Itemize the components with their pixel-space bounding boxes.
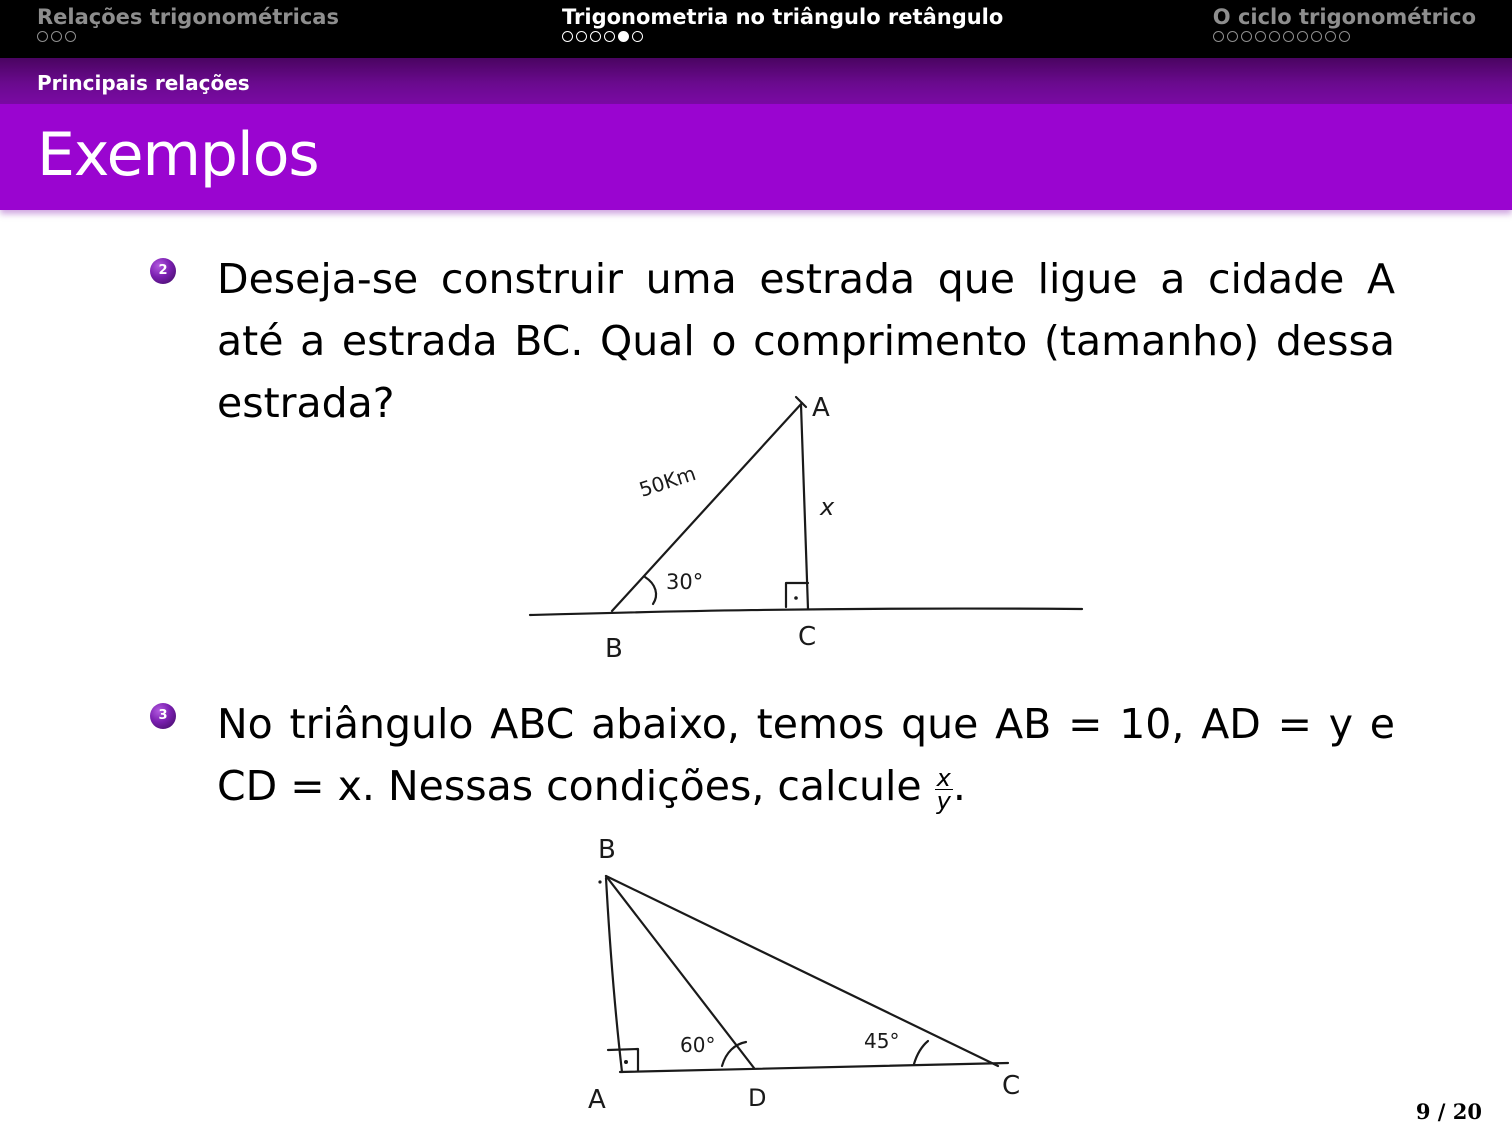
frame-dot[interactable] bbox=[1255, 31, 1266, 42]
frame-dot[interactable] bbox=[1325, 31, 1336, 42]
right-angle-dot bbox=[624, 1060, 628, 1064]
vertex-label-b: B bbox=[605, 634, 623, 664]
frame-dot[interactable] bbox=[1297, 31, 1308, 42]
figure-triangle-abcd bbox=[570, 830, 1050, 1120]
angle-arc-b bbox=[645, 577, 656, 604]
vertex-label-c: C bbox=[1002, 1071, 1021, 1101]
right-angle-dot bbox=[794, 596, 798, 600]
vertex-label-a: A bbox=[588, 1085, 606, 1115]
item-text-main: No triângulo ABC abaixo, temos que AB = 10, AD = y e CD = x. Nessas condições, calcule bbox=[217, 700, 1395, 810]
frame-dot[interactable] bbox=[1311, 31, 1322, 42]
frame-dot[interactable] bbox=[1213, 31, 1224, 42]
item-text bbox=[217, 693, 1395, 817]
angle-label-c: 45° bbox=[864, 1029, 900, 1053]
side-ab bbox=[606, 878, 622, 1072]
frame-dot[interactable] bbox=[1227, 31, 1238, 42]
subsection-title[interactable]: Principais relações bbox=[37, 71, 250, 95]
angle-arc-c bbox=[914, 1041, 928, 1064]
frame-dot[interactable] bbox=[632, 31, 643, 42]
right-angle-mark-a bbox=[608, 1049, 638, 1070]
angle-label-d: 60° bbox=[680, 1033, 716, 1057]
frame-dot[interactable] bbox=[604, 31, 615, 42]
page-number: 9 / 20 bbox=[1415, 1099, 1482, 1124]
frame-dot[interactable] bbox=[1241, 31, 1252, 42]
pencil-dot bbox=[598, 880, 601, 883]
side-bc bbox=[606, 876, 998, 1066]
nav-section-title[interactable]: Relações trigonométricas bbox=[37, 5, 339, 29]
figure-road-triangle bbox=[520, 385, 1100, 665]
vertex-label-d: D bbox=[748, 1084, 767, 1112]
frame-dot[interactable] bbox=[37, 31, 48, 42]
item-number-ball: 2 bbox=[150, 258, 176, 284]
frame-dot[interactable] bbox=[51, 31, 62, 42]
frame-dot[interactable] bbox=[1283, 31, 1294, 42]
subsection-bar bbox=[0, 58, 1512, 104]
frame-dot[interactable] bbox=[1269, 31, 1280, 42]
item-text: Deseja-se construir uma estrada que ligue a cidade A até a estrada BC. Qual o comprimento (tamanho) dessa estrada? bbox=[217, 255, 1395, 427]
right-angle-mark bbox=[786, 583, 808, 607]
side-ac bbox=[620, 1063, 1008, 1072]
frame-title: Exemplos bbox=[37, 120, 319, 190]
fraction-x-over-y bbox=[935, 763, 953, 815]
vertex-label-b: B bbox=[598, 835, 616, 865]
nav-frame-dots bbox=[1213, 31, 1476, 42]
frame-dot[interactable] bbox=[562, 31, 573, 42]
item-number-ball: 3 bbox=[150, 703, 176, 729]
vertex-label-a: A bbox=[812, 393, 830, 423]
fraction-denominator: y bbox=[936, 786, 951, 815]
hypotenuse-label: 50Km bbox=[636, 460, 699, 502]
angle-label-b: 30° bbox=[666, 570, 704, 594]
nav-frame-dots bbox=[37, 31, 339, 42]
frame-dot[interactable] bbox=[65, 31, 76, 42]
list-item bbox=[150, 693, 1395, 823]
nav-section-ciclo[interactable] bbox=[1213, 4, 1476, 42]
nav-section-title[interactable]: Trigonometria no triângulo retângulo bbox=[562, 5, 1004, 29]
hypotenuse-ab bbox=[612, 403, 802, 611]
side-ac bbox=[801, 405, 808, 609]
list-item bbox=[150, 248, 1395, 427]
section-navigation-bar bbox=[0, 0, 1512, 58]
nav-section-title[interactable]: O ciclo trigonométrico bbox=[1212, 5, 1476, 29]
frame-dot[interactable] bbox=[576, 31, 587, 42]
frame-dot-current[interactable] bbox=[618, 31, 629, 42]
nav-frame-dots bbox=[562, 31, 1003, 42]
frame-dot[interactable] bbox=[590, 31, 601, 42]
frame-dot[interactable] bbox=[1339, 31, 1350, 42]
item-text-end: . bbox=[952, 762, 966, 810]
frame-title-bar bbox=[0, 104, 1512, 210]
nav-section-relacoes[interactable] bbox=[37, 4, 339, 42]
fraction-numerator: x bbox=[936, 763, 951, 792]
side-label-x: x bbox=[820, 493, 835, 521]
nav-section-triangulo-retangulo[interactable] bbox=[562, 4, 1003, 42]
vertex-label-c: C bbox=[798, 622, 817, 652]
